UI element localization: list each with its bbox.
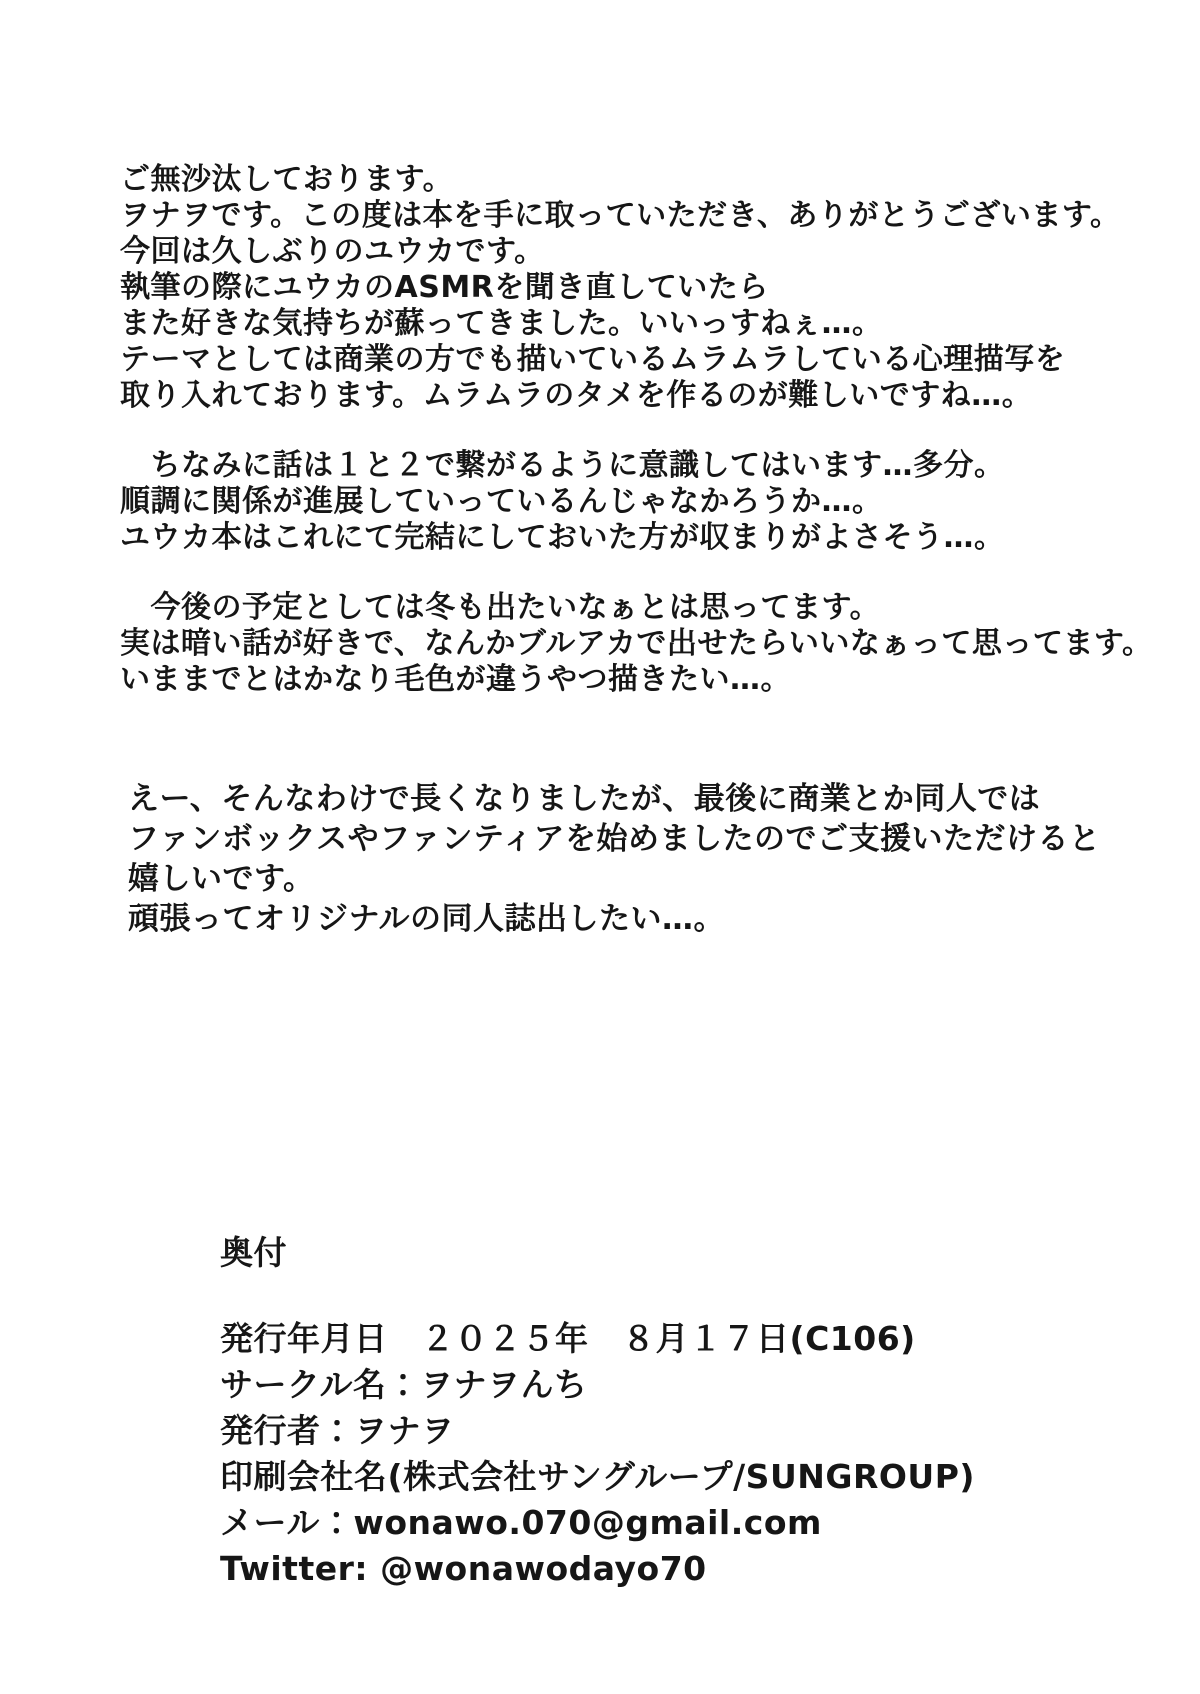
afterword-text-block [120, 162, 1153, 939]
afterword-line: いままでとはかなり毛色が違うやつ描きたい…。 [120, 662, 791, 697]
email-line: メール：wonawo.070@gmail.com [220, 1503, 822, 1542]
publisher-line: 発行者：ヲナヲ [220, 1411, 455, 1450]
twitter-line: Twitter: @wonawodayo70 [220, 1549, 707, 1588]
afterword-line: ファンボックスやファンティアを始めましたのでご支援いただけると [128, 821, 1101, 857]
circle-name-line: サークル名：ヲナヲんち [220, 1365, 588, 1404]
afterword-paragraph-closing [120, 779, 1150, 939]
afterword-line: 実は暗い話が好きで、なんかブルアカで出せたらいいなぁって思ってます。 [120, 626, 1153, 661]
afterword-paragraph-story-notes [120, 448, 1150, 556]
afterword-paragraph-future-plans [120, 590, 1153, 698]
afterword-line: また好きな気持ちが蘇ってきました。いいっすねぇ…。 [120, 306, 883, 341]
afterword-line: 取り入れております。ムラムラのタメを作るのが難しいですね…。 [120, 378, 1033, 413]
afterword-line: 今後の予定としては冬も出たいなぁとは思ってます。 [120, 590, 881, 625]
afterword-line: 頑張ってオリジナルの同人誌出したい…。 [128, 901, 725, 937]
afterword-line: ご無沙汰しております。 [120, 162, 454, 197]
afterword-line: 順調に関係が進展していっているんじゃなかろうか…。 [120, 484, 883, 519]
afterword-line: 執筆の際にユウカのASMRを聞き直していたら [120, 270, 769, 305]
afterword-line: ちなみに話は１と２で繋がるように意識してはいます…多分。 [120, 448, 1005, 483]
afterword-line: ユウカ本はこれにて完結にしておいた方が収まりがよさそう…。 [120, 520, 1005, 555]
publication-date-line: 発行年月日 ２０２５年 ８月１７日(C106) [220, 1319, 916, 1358]
colophon-heading: 奥付 [220, 1233, 287, 1272]
afterword-paragraph-greeting [120, 162, 1150, 414]
afterword-line: えー、そんなわけで長くなりましたが、最後に商業とか同人では [128, 781, 1041, 817]
printer-line: 印刷会社名(株式会社サングループ/SUNGROUP) [220, 1457, 975, 1496]
afterword-line: テーマとしては商業の方でも描いているムラムラしている心理描写を [120, 342, 1066, 377]
afterword-line: 嬉しいです。 [128, 861, 315, 897]
afterword-line: 今回は久しぶりのユウカです。 [120, 234, 545, 269]
colophon-block [220, 1230, 1080, 1592]
afterword-line: ヲナヲです。この度は本を手に取っていただき、ありがとうございます。 [120, 198, 1121, 233]
